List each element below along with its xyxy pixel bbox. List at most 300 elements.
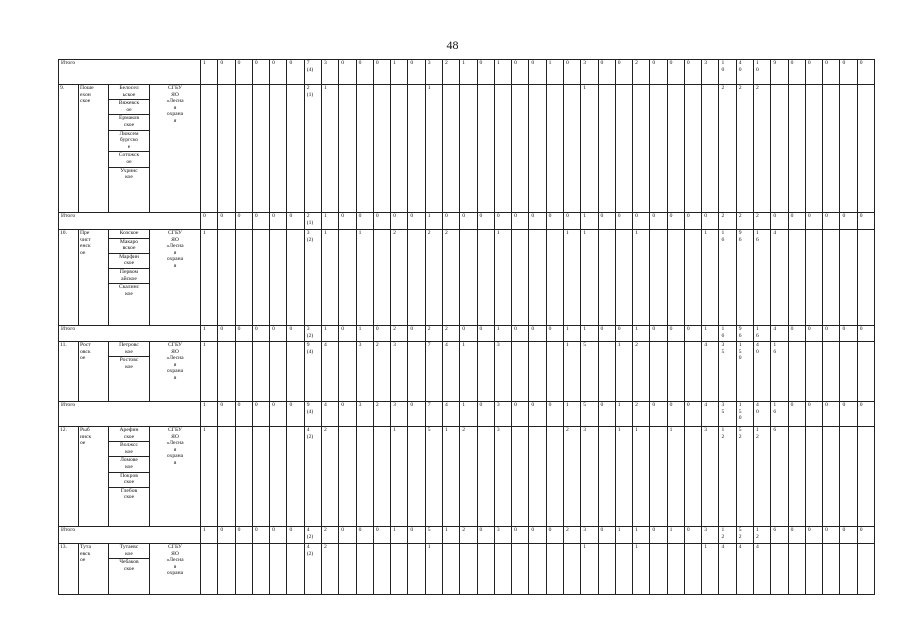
value-cell: [857, 230, 874, 326]
settlements-cell: [109, 230, 150, 326]
value-cell: 0: [529, 213, 546, 230]
value-cell: 2: [442, 60, 459, 85]
value-cell: [788, 427, 805, 527]
value-cell: 0: [356, 527, 373, 544]
value-cell: [235, 230, 252, 326]
value-cell: 0: [823, 213, 840, 230]
value-cell: 1 2: [754, 427, 771, 527]
value-cell: 0: [408, 60, 425, 85]
value-cell: [857, 427, 874, 527]
organization-name: СГБУ ЯО «Лесна я охрана я: [150, 230, 201, 326]
settlements-cell: [109, 544, 150, 595]
value-cell: [529, 230, 546, 326]
value-cell: [408, 342, 425, 402]
value-cell: 0: [270, 60, 287, 85]
value-cell: 0: [218, 326, 235, 342]
value-cell: 0: [218, 60, 235, 85]
value-cell: 0: [805, 326, 822, 342]
value-cell: 0: [702, 213, 719, 230]
value-cell: 0: [270, 527, 287, 544]
value-cell: 0: [512, 213, 529, 230]
organization-name: СГБУ ЯО «Лесна я охрана я: [150, 85, 201, 213]
total-label: Итого: [59, 213, 201, 230]
value-cell: 1: [322, 230, 339, 326]
value-cell: 0: [512, 326, 529, 342]
value-cell: 0: [684, 326, 701, 342]
value-cell: 5: [581, 342, 598, 402]
value-cell: 1 6: [719, 230, 736, 326]
value-cell: 0: [546, 527, 563, 544]
value-cell: [339, 544, 356, 595]
value-cell: 0: [805, 402, 822, 427]
value-cell: [442, 544, 459, 595]
value-cell: 1: [615, 527, 632, 544]
value-cell: 7 (4): [304, 60, 321, 85]
value-cell: [840, 427, 857, 527]
value-cell: [684, 85, 701, 213]
value-cell: 0: [840, 402, 857, 427]
value-cell: 4 0: [754, 342, 771, 402]
value-cell: [684, 427, 701, 527]
value-cell: 0: [408, 527, 425, 544]
value-cell: 1: [546, 60, 563, 85]
value-cell: 6: [771, 527, 788, 544]
value-cell: 0: [857, 326, 874, 342]
value-cell: 2: [322, 427, 339, 527]
value-cell: 0: [788, 60, 805, 85]
value-cell: 1: [667, 527, 684, 544]
value-cell: 0: [857, 60, 874, 85]
settlement-name: Первом айское: [109, 269, 149, 284]
value-cell: [218, 342, 235, 402]
value-cell: [512, 230, 529, 326]
value-cell: 0: [650, 60, 667, 85]
value-cell: [823, 85, 840, 213]
value-cell: [252, 85, 269, 213]
value-cell: 0: [857, 213, 874, 230]
organization-name: СГБУ ЯО «Лесна я охрана я: [150, 427, 201, 527]
value-cell: 2: [736, 213, 753, 230]
value-cell: [235, 85, 252, 213]
value-cell: 4: [322, 342, 339, 402]
value-cell: [391, 544, 408, 595]
value-cell: 9 6: [736, 326, 753, 342]
value-cell: 0: [840, 326, 857, 342]
value-cell: [373, 544, 390, 595]
value-cell: [857, 85, 874, 213]
row-number: 11.: [59, 342, 79, 402]
value-cell: 0: [235, 527, 252, 544]
settlement-name: Макаро вское: [109, 239, 149, 254]
value-cell: [788, 342, 805, 402]
settlement-name: Глебов ское: [120, 487, 138, 501]
value-cell: [339, 85, 356, 213]
value-cell: 4: [736, 544, 753, 595]
value-cell: 4 0: [736, 60, 753, 85]
value-cell: [287, 85, 304, 213]
value-cell: [546, 230, 563, 326]
value-cell: 0: [788, 326, 805, 342]
value-cell: 3: [391, 342, 408, 402]
value-cell: 0: [598, 326, 615, 342]
settlement-name: Сотожск ое: [109, 152, 149, 167]
value-cell: 1: [581, 85, 598, 213]
value-cell: 0: [287, 213, 304, 230]
value-cell: 2: [719, 85, 736, 213]
value-cell: 0: [252, 213, 269, 230]
value-cell: [460, 230, 477, 326]
settlement-name: Тутаевс кое: [109, 544, 149, 559]
value-cell: 0: [201, 213, 218, 230]
value-cell: [442, 85, 459, 213]
value-cell: [373, 85, 390, 213]
value-cell: [598, 85, 615, 213]
value-cell: [270, 85, 287, 213]
value-cell: 4 0: [754, 402, 771, 427]
value-cell: 1: [633, 326, 650, 342]
value-cell: [252, 230, 269, 326]
value-cell: 1: [702, 544, 719, 595]
value-cell: [408, 544, 425, 595]
value-cell: [512, 85, 529, 213]
settlement-name: Покров ское: [109, 473, 149, 488]
value-cell: 0: [408, 326, 425, 342]
value-cell: 2: [322, 527, 339, 544]
value-cell: 0: [270, 326, 287, 342]
value-cell: 1: [425, 544, 442, 595]
value-cell: 3: [702, 60, 719, 85]
value-cell: [512, 342, 529, 402]
value-cell: 0: [546, 326, 563, 342]
value-cell: 0: [650, 402, 667, 427]
value-cell: 2 (1): [304, 85, 321, 213]
value-cell: 3: [702, 427, 719, 527]
value-cell: 1 6: [719, 326, 736, 342]
value-cell: 1: [702, 230, 719, 326]
value-cell: [650, 230, 667, 326]
value-cell: 3 5: [719, 342, 736, 402]
value-cell: [805, 85, 822, 213]
value-cell: 1: [201, 326, 218, 342]
value-cell: 6: [771, 427, 788, 527]
value-cell: 9 (4): [304, 342, 321, 402]
value-cell: 0: [373, 326, 390, 342]
value-cell: [339, 230, 356, 326]
value-cell: 0: [546, 213, 563, 230]
value-cell: [650, 342, 667, 402]
value-cell: 0: [823, 60, 840, 85]
value-cell: 0: [442, 213, 459, 230]
settlement-name: Волжсс кое: [109, 442, 149, 457]
value-cell: [408, 85, 425, 213]
value-cell: 0: [287, 326, 304, 342]
value-cell: 0: [460, 213, 477, 230]
value-cell: 1: [633, 544, 650, 595]
value-cell: [805, 427, 822, 527]
value-cell: 2: [633, 342, 650, 402]
settlement-name: Ломове кое: [109, 457, 149, 472]
value-cell: [615, 85, 632, 213]
value-cell: 0: [235, 402, 252, 427]
value-cell: [529, 85, 546, 213]
value-cell: 0: [512, 60, 529, 85]
value-cell: [563, 85, 580, 213]
value-cell: 2: [373, 402, 390, 427]
value-cell: [408, 427, 425, 527]
value-cell: [823, 230, 840, 326]
value-cell: 4: [702, 342, 719, 402]
value-cell: 0: [235, 60, 252, 85]
value-cell: 2: [754, 85, 771, 213]
value-cell: 0: [477, 402, 494, 427]
total-label: Итого: [59, 326, 201, 342]
value-cell: [598, 427, 615, 527]
value-cell: 4 (2): [304, 527, 321, 544]
settlement-name: Скалинс кое: [118, 284, 140, 297]
value-cell: 1: [667, 427, 684, 527]
value-cell: 1: [633, 527, 650, 544]
value-cell: 2: [719, 213, 736, 230]
value-cell: 0: [477, 527, 494, 544]
value-cell: 1: [702, 326, 719, 342]
value-cell: [840, 342, 857, 402]
value-cell: [788, 544, 805, 595]
value-cell: 2: [633, 402, 650, 427]
value-cell: 0: [373, 527, 390, 544]
value-cell: 1: [391, 60, 408, 85]
value-cell: 3: [322, 60, 339, 85]
value-cell: 1: [563, 402, 580, 427]
value-cell: 3: [702, 527, 719, 544]
value-cell: 0: [615, 60, 632, 85]
value-cell: 0: [287, 60, 304, 85]
value-cell: 1: [442, 527, 459, 544]
value-cell: 0: [218, 213, 235, 230]
value-cell: 0: [633, 213, 650, 230]
value-cell: [218, 544, 235, 595]
value-cell: 2: [563, 427, 580, 527]
value-cell: 0: [598, 60, 615, 85]
value-cell: [252, 427, 269, 527]
value-cell: 1: [581, 326, 598, 342]
settlements-cell: [109, 342, 150, 402]
value-cell: 1: [563, 326, 580, 342]
value-cell: 1: [201, 402, 218, 427]
value-cell: [529, 427, 546, 527]
value-cell: 3: [494, 527, 511, 544]
district-row: [59, 427, 875, 527]
value-cell: 0: [529, 60, 546, 85]
settlement-name: Чебаков ское: [119, 559, 139, 572]
value-cell: [684, 230, 701, 326]
value-cell: 4: [754, 544, 771, 595]
value-cell: 2: [425, 230, 442, 326]
value-cell: [823, 342, 840, 402]
value-cell: 1: [356, 326, 373, 342]
value-cell: 0: [788, 213, 805, 230]
value-cell: 0: [218, 527, 235, 544]
value-cell: 7: [425, 402, 442, 427]
value-cell: 1: [322, 326, 339, 342]
value-cell: [235, 544, 252, 595]
value-cell: [667, 230, 684, 326]
value-cell: [633, 85, 650, 213]
value-cell: 4: [771, 326, 788, 342]
value-cell: 2: [736, 85, 753, 213]
value-cell: 0: [339, 326, 356, 342]
value-cell: [287, 230, 304, 326]
value-cell: [252, 544, 269, 595]
value-cell: [684, 544, 701, 595]
value-cell: 0: [529, 326, 546, 342]
value-cell: [512, 427, 529, 527]
value-cell: [650, 85, 667, 213]
value-cell: 0: [650, 527, 667, 544]
value-cell: 1: [494, 230, 511, 326]
value-cell: 4: [442, 402, 459, 427]
value-cell: [840, 230, 857, 326]
value-cell: 0: [270, 213, 287, 230]
value-cell: [460, 544, 477, 595]
value-cell: [235, 427, 252, 527]
value-cell: [546, 85, 563, 213]
value-cell: [339, 427, 356, 527]
value-cell: [598, 230, 615, 326]
value-cell: 1: [563, 230, 580, 326]
value-cell: [650, 427, 667, 527]
value-cell: [788, 230, 805, 326]
value-cell: 0: [287, 402, 304, 427]
value-cell: 0: [823, 402, 840, 427]
value-cell: 0: [684, 60, 701, 85]
value-cell: [494, 544, 511, 595]
value-cell: [823, 427, 840, 527]
value-cell: [598, 342, 615, 402]
value-cell: 4: [771, 230, 788, 326]
value-cell: 5: [425, 427, 442, 527]
district-name: Тута евск ое: [79, 544, 109, 595]
value-cell: 0: [252, 326, 269, 342]
value-cell: 0: [598, 213, 615, 230]
value-cell: 0: [563, 60, 580, 85]
settlement-name: Вяжевск ое: [109, 100, 149, 115]
value-cell: [512, 544, 529, 595]
value-cell: [598, 544, 615, 595]
page-number: 48: [446, 38, 459, 52]
settlement-name: Козское: [109, 230, 149, 239]
value-cell: [339, 342, 356, 402]
district-row: [59, 544, 875, 595]
value-cell: 0: [667, 213, 684, 230]
value-cell: 0: [857, 527, 874, 544]
value-cell: 2: [442, 230, 459, 326]
value-cell: 1: [425, 85, 442, 213]
settlements-cell: [109, 427, 150, 527]
value-cell: [408, 230, 425, 326]
total-row: [59, 527, 875, 544]
value-cell: [788, 85, 805, 213]
value-cell: 4 (2): [304, 427, 321, 527]
value-cell: 0: [477, 326, 494, 342]
value-cell: [235, 342, 252, 402]
value-cell: 0: [771, 213, 788, 230]
value-cell: [529, 342, 546, 402]
total-row: [59, 326, 875, 342]
value-cell: 3 5: [719, 402, 736, 427]
value-cell: 0: [494, 213, 511, 230]
value-cell: [270, 342, 287, 402]
value-cell: 0: [373, 60, 390, 85]
value-cell: 1 0: [719, 60, 736, 85]
row-number: 13.: [59, 544, 79, 595]
value-cell: 2: [754, 213, 771, 230]
value-cell: [287, 544, 304, 595]
value-cell: 1 6: [771, 402, 788, 427]
value-cell: 0: [615, 213, 632, 230]
value-cell: 0: [840, 213, 857, 230]
value-cell: 1: [581, 544, 598, 595]
settlement-name: Ухринс кое: [120, 167, 138, 181]
value-cell: [218, 427, 235, 527]
total-row: [59, 402, 875, 427]
value-cell: 1: [391, 427, 408, 527]
value-cell: 3: [425, 60, 442, 85]
value-cell: 0: [408, 213, 425, 230]
value-cell: 0: [252, 60, 269, 85]
value-cell: 0: [339, 402, 356, 427]
value-cell: 0: [477, 60, 494, 85]
value-cell: [857, 342, 874, 402]
settlement-name: Арефин ское: [109, 427, 149, 442]
value-cell: [373, 427, 390, 527]
value-cell: 1: [201, 230, 218, 326]
value-cell: 3: [391, 402, 408, 427]
district-name: Рост овск ое: [79, 342, 109, 402]
value-cell: [546, 544, 563, 595]
value-cell: 1: [322, 85, 339, 213]
value-cell: 0: [235, 213, 252, 230]
organization-name: СГБУ ЯО «Лесна я охрана я: [150, 342, 201, 402]
value-cell: 1 0: [754, 60, 771, 85]
settlement-name: Люксем бургско е: [109, 131, 149, 153]
value-cell: 0: [563, 213, 580, 230]
value-cell: 1: [201, 427, 218, 527]
value-cell: [840, 85, 857, 213]
value-cell: 0: [460, 326, 477, 342]
value-cell: 0: [235, 326, 252, 342]
value-cell: [823, 544, 840, 595]
value-cell: [494, 85, 511, 213]
row-number: 9.: [59, 85, 79, 213]
value-cell: 0: [598, 402, 615, 427]
value-cell: 0: [667, 60, 684, 85]
value-cell: [218, 85, 235, 213]
value-cell: [287, 427, 304, 527]
value-cell: 1 5 0: [736, 402, 753, 427]
district-row: [59, 85, 875, 213]
value-cell: 1 6: [771, 342, 788, 402]
value-cell: [546, 342, 563, 402]
value-cell: 9 6: [736, 230, 753, 326]
value-cell: 1 2: [754, 527, 771, 544]
value-cell: [805, 544, 822, 595]
value-cell: 2: [391, 326, 408, 342]
value-cell: 4: [322, 402, 339, 427]
value-cell: [356, 544, 373, 595]
value-cell: 1 6: [754, 230, 771, 326]
value-cell: 0: [408, 402, 425, 427]
value-cell: 0: [287, 527, 304, 544]
